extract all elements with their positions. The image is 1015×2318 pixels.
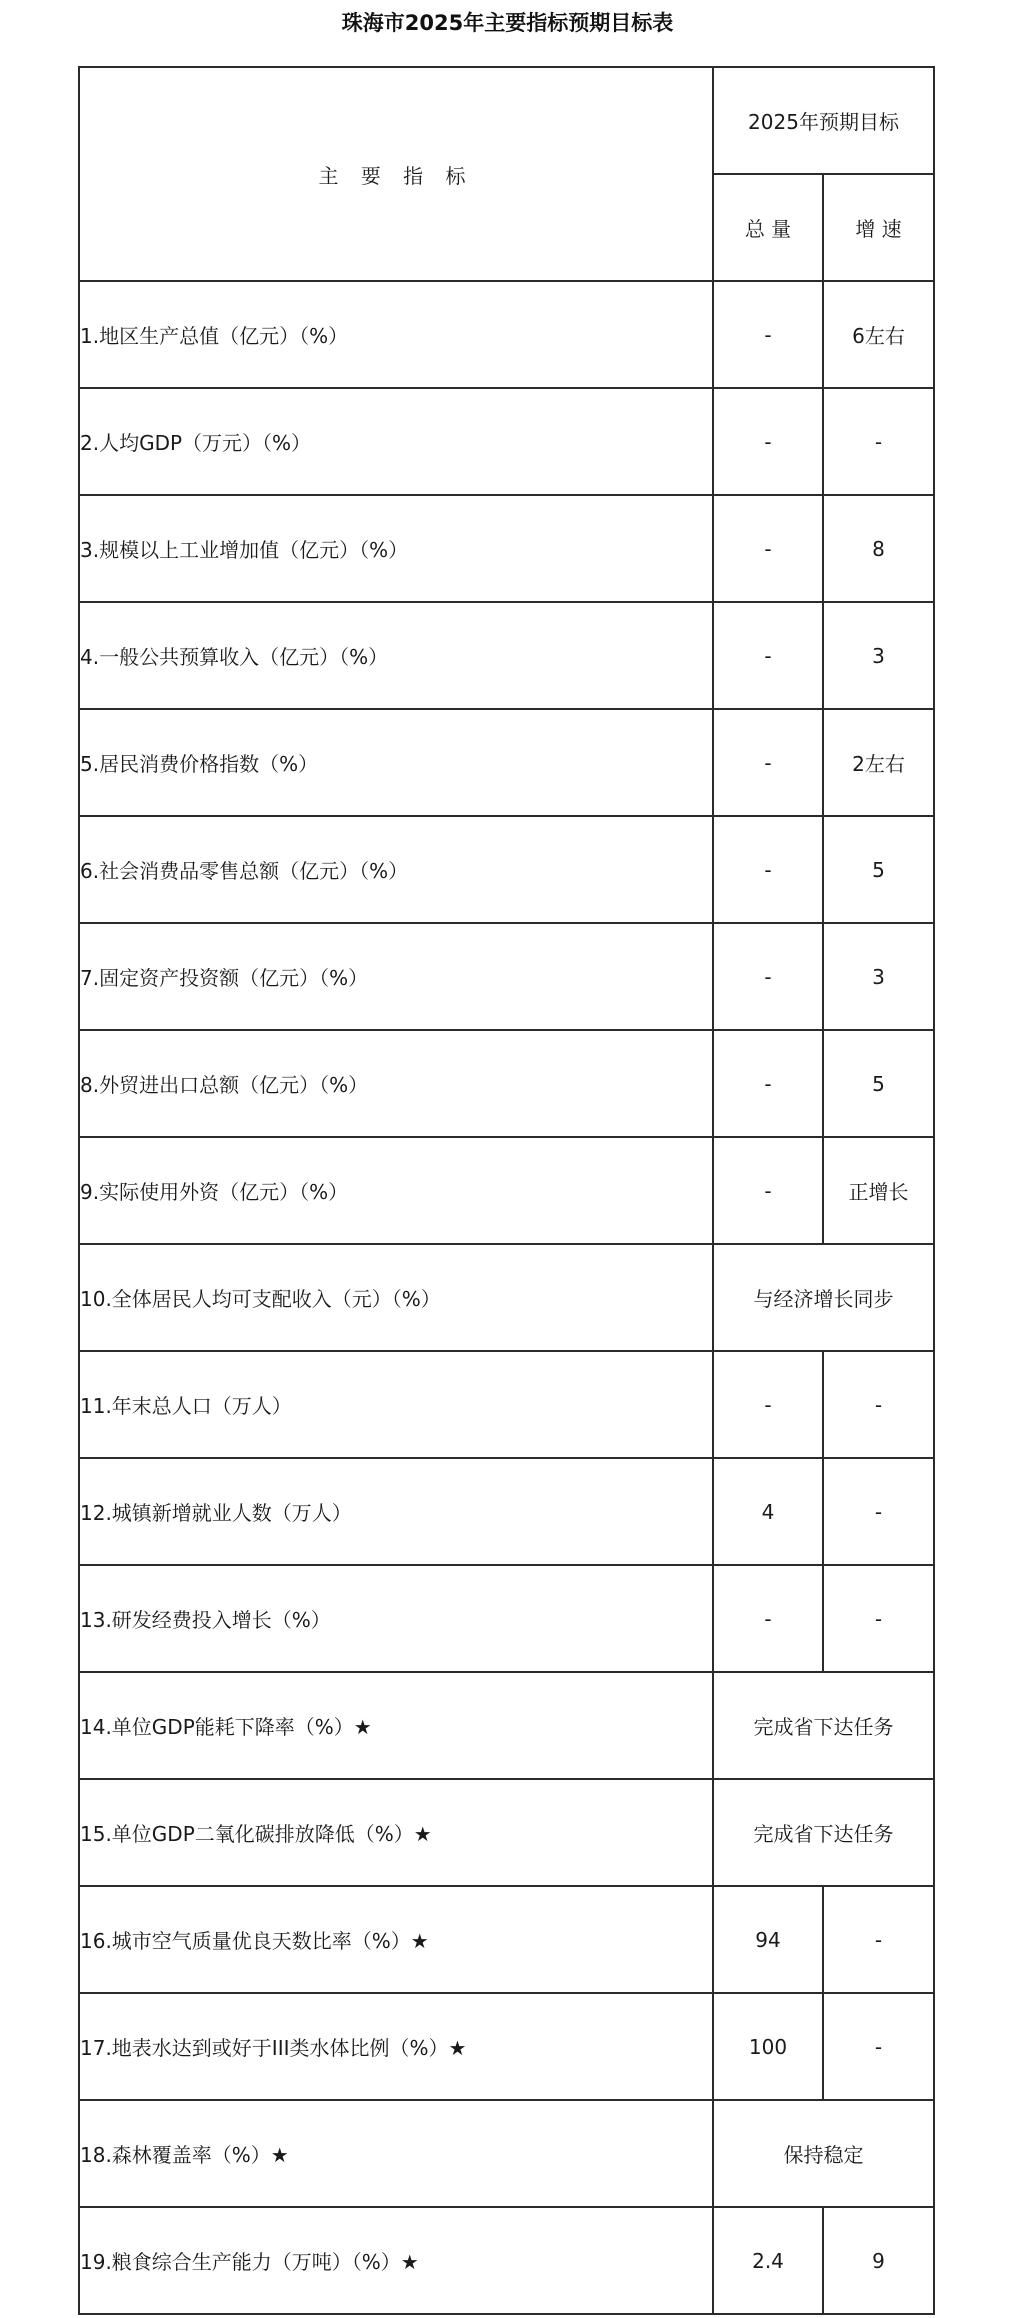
table-row <box>79 495 934 602</box>
table-row <box>79 602 934 709</box>
indicator-name-cell: 15.单位GDP二氧化碳排放降低（%）★ <box>79 1779 713 1886</box>
growth-cell: 2左右 <box>823 709 934 816</box>
total-cell: 100 <box>713 1993 823 2100</box>
growth-cell: 5 <box>823 816 934 923</box>
merged-target-cell: 与经济增长同步 <box>713 1244 934 1351</box>
total-cell: - <box>713 709 823 816</box>
table-row <box>79 2207 934 2314</box>
growth-cell: - <box>823 388 934 495</box>
total-cell: - <box>713 281 823 388</box>
table-row <box>79 1458 934 1565</box>
table-row <box>79 1779 934 1886</box>
growth-cell: - <box>823 1886 934 1993</box>
total-cell: 4 <box>713 1458 823 1565</box>
table-row <box>79 1565 934 1672</box>
indicator-name-cell: 17.地表水达到或好于III类水体比例（%）★ <box>79 1993 713 2100</box>
total-cell: - <box>713 388 823 495</box>
indicator-name-cell: 12.城镇新增就业人数（万人） <box>79 1458 713 1565</box>
table-row <box>79 1886 934 1993</box>
growth-cell: - <box>823 1565 934 1672</box>
indicator-name-cell: 1.地区生产总值（亿元）（%） <box>79 281 713 388</box>
indicator-table <box>78 66 935 2315</box>
growth-cell: 正增长 <box>823 1137 934 1244</box>
growth-cell: 5 <box>823 1030 934 1137</box>
indicator-name-cell: 10.全体居民人均可支配收入（元）（%） <box>79 1244 713 1351</box>
indicator-name-cell: 4.一般公共预算收入（亿元）（%） <box>79 602 713 709</box>
indicator-name-cell: 7.固定资产投资额（亿元）（%） <box>79 923 713 1030</box>
total-cell: - <box>713 495 823 602</box>
merged-target-cell: 完成省下达任务 <box>713 1672 934 1779</box>
indicator-name-cell: 5.居民消费价格指数（%） <box>79 709 713 816</box>
page-title: 珠海市2025年主要指标预期目标表 <box>341 11 674 35</box>
merged-target-cell: 完成省下达任务 <box>713 1779 934 1886</box>
table-row <box>79 816 934 923</box>
indicator-name-cell: 16.城市空气质量优良天数比率（%）★ <box>79 1886 713 1993</box>
growth-cell: 8 <box>823 495 934 602</box>
total-cell: - <box>713 923 823 1030</box>
total-cell: - <box>713 1565 823 1672</box>
table-row <box>79 923 934 1030</box>
total-cell: - <box>713 1351 823 1458</box>
growth-cell: - <box>823 1458 934 1565</box>
total-cell: - <box>713 602 823 709</box>
growth-cell: 9 <box>823 2207 934 2314</box>
table-row <box>79 1351 934 1458</box>
header-indicator: 主 要 指 标 <box>79 67 713 281</box>
total-cell: - <box>713 1137 823 1244</box>
indicator-name-cell: 13.研发经费投入增长（%） <box>79 1565 713 1672</box>
header-target-group: 2025年预期目标 <box>713 67 934 174</box>
table-row <box>79 1993 934 2100</box>
indicator-name-cell: 8.外贸进出口总额（亿元）（%） <box>79 1030 713 1137</box>
table-row <box>79 1244 934 1351</box>
header-total: 总 量 <box>713 174 823 281</box>
table-row <box>79 1030 934 1137</box>
indicator-name-cell: 3.规模以上工业增加值（亿元）（%） <box>79 495 713 602</box>
total-cell: - <box>713 1030 823 1137</box>
table-row <box>79 709 934 816</box>
total-cell: 94 <box>713 1886 823 1993</box>
growth-cell: 3 <box>823 923 934 1030</box>
total-cell: 2.4 <box>713 2207 823 2314</box>
growth-cell: 6左右 <box>823 281 934 388</box>
header-row <box>79 67 934 174</box>
growth-cell: - <box>823 1351 934 1458</box>
indicator-name-cell: 9.实际使用外资（亿元）（%） <box>79 1137 713 1244</box>
table-row <box>79 2100 934 2207</box>
growth-cell: - <box>823 1993 934 2100</box>
indicator-name-cell: 14.单位GDP能耗下降率（%）★ <box>79 1672 713 1779</box>
indicator-name-cell: 2.人均GDP（万元）（%） <box>79 388 713 495</box>
table-row <box>79 1672 934 1779</box>
total-cell: - <box>713 816 823 923</box>
indicator-name-cell: 6.社会消费品零售总额（亿元）（%） <box>79 816 713 923</box>
header-growth: 增 速 <box>823 174 934 281</box>
merged-target-cell: 保持稳定 <box>713 2100 934 2207</box>
indicator-name-cell: 18.森林覆盖率（%）★ <box>79 2100 713 2207</box>
indicator-name-cell: 19.粮食综合生产能力（万吨）（%）★ <box>79 2207 713 2314</box>
table-row <box>79 1137 934 1244</box>
growth-cell: 3 <box>823 602 934 709</box>
table-row <box>79 281 934 388</box>
indicator-name-cell: 11.年末总人口（万人） <box>79 1351 713 1458</box>
table-row <box>79 388 934 495</box>
